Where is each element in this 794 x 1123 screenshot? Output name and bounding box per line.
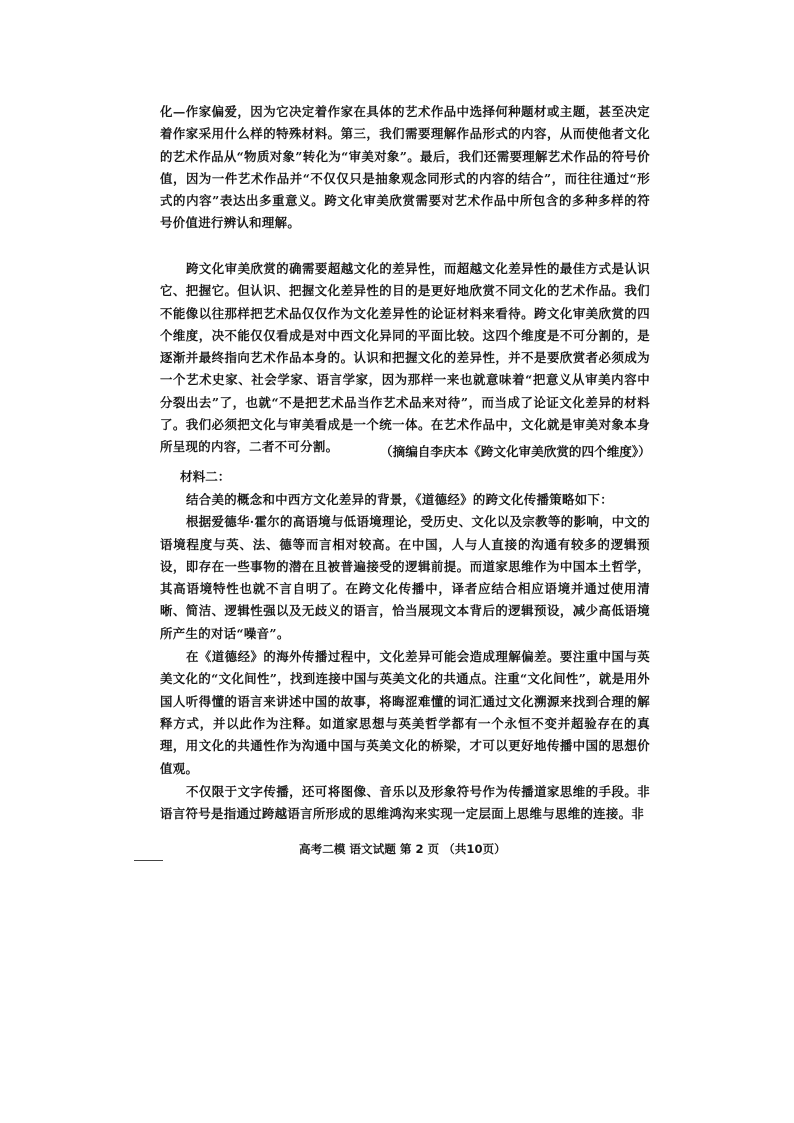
page-footer: 高考二模 语文试题 第 2 页 （共10页） [299,842,506,856]
paragraph-cultural-difference: 跨文化审美欣赏的确需要超越文化的差异性，而超越文化差异性的最佳方式是认识它、把握它。但认识、把握文化差异性的目的是更好地欣赏不同文化的艺术作品。我们不能像以往那样把艺术品仅仅作为文化差异性的论证材料来看待。跨文化审美欣赏的四个维度，决不能仅仅看成是对中西文化异同的平面比较。这四个维度是不可分割的，是逐渐并最终指向艺术作品本身的。认识和把握文化的差异性，并不是要欣赏者必须成为一个艺术史家、社会学家、语言学家，因为那样一来也就意味着“把意义从审美内容中分裂出去”了，也就“不是把艺术品当作艺术品来对待”，而当成了论证文化差异的材料了。我们必须把文化与审美看成是一个统一体。在艺术作品中，文化就是审美对象本身所呈现的内容，二者不可分割。 [160,261,650,455]
paragraph-context-theory: 根据爱德华·霍尔的高语境与低语境理论，受历史、文化以及宗教等的影响，中文的语境程度与英、法、德等而言相对较高。在中国，人与人直接的沟通有较多的逻辑预设，即存在一些事物的潜在且被普遍接受的逻辑前提。而道家思维作为中国本土哲学，其高语境特性也就不言自明了。在跨文化传播中，译者应结合相应语境并通过使用清晰、简洁、逻辑性强以及无歧义的语言，恰当展现文本背后的逻辑预设，减少高低语境所产生的对话“噪音”。 [160,514,650,641]
footer-rule [134,860,163,861]
source-citation: （摘编自李庆本《跨文化审美欣赏的四个维度》） [380,444,651,459]
paragraph-continued: 化—作家偏爱，因为它决定着作家在具体的艺术作品中选择何种题材或主题，甚至决定着作家采用什么样的特殊材料。第三，我们需要理解作品形式的内容，从而使他者文化的艺术作品从“物质对象”转化为“审美对象”。最后，我们还需要理解艺术作品的符号价值，因为一件艺术作品并“不仅仅只是抽象观念同形式的内容的结合”，而往往通过“形式的内容”表达出多重意义。跨文化审美欣赏需要对艺术作品中所包含的多种多样的符号价值进行辨认和理解。 [160,104,650,231]
material-one-body-part2 [160,258,650,459]
paragraph-interculturality: 在《道德经》的海外传播过程中，文化差异可能会造成理解偏差。要注重中国与英美文化的“文化间性”，找到连接中国与英美文化的共通点。注重“文化间性”，就是用外国人听得懂的语言来讲述中国的故事，将晦涩难懂的词汇通过文化溯源来找到合理的解释方式，并以此作为注释。如道家思想与英美哲学都有一个永恒不变并超验存在的真理，用文化的共通性作为沟通中国与英美文化的桥梁，才可以更好地传播中国的思想价值观。 [160,649,650,776]
material-two-heading: 材料二： [180,469,231,484]
material-one-body-part1 [160,101,650,235]
paragraph-nonverbal: 不仅限于文字传播，还可将图像、音乐以及形象符号作为传播道家思维的手段。非语言符号是指通过跨越语言所形成的思维鸿沟来实现一定层面上思维与思维的连接。非 [160,783,650,822]
material-two-body [160,489,650,825]
paragraph-strategy-intro: 结合美的概念和中西方文化差异的背景，《道德经》的跨文化传播策略如下： [186,492,613,507]
